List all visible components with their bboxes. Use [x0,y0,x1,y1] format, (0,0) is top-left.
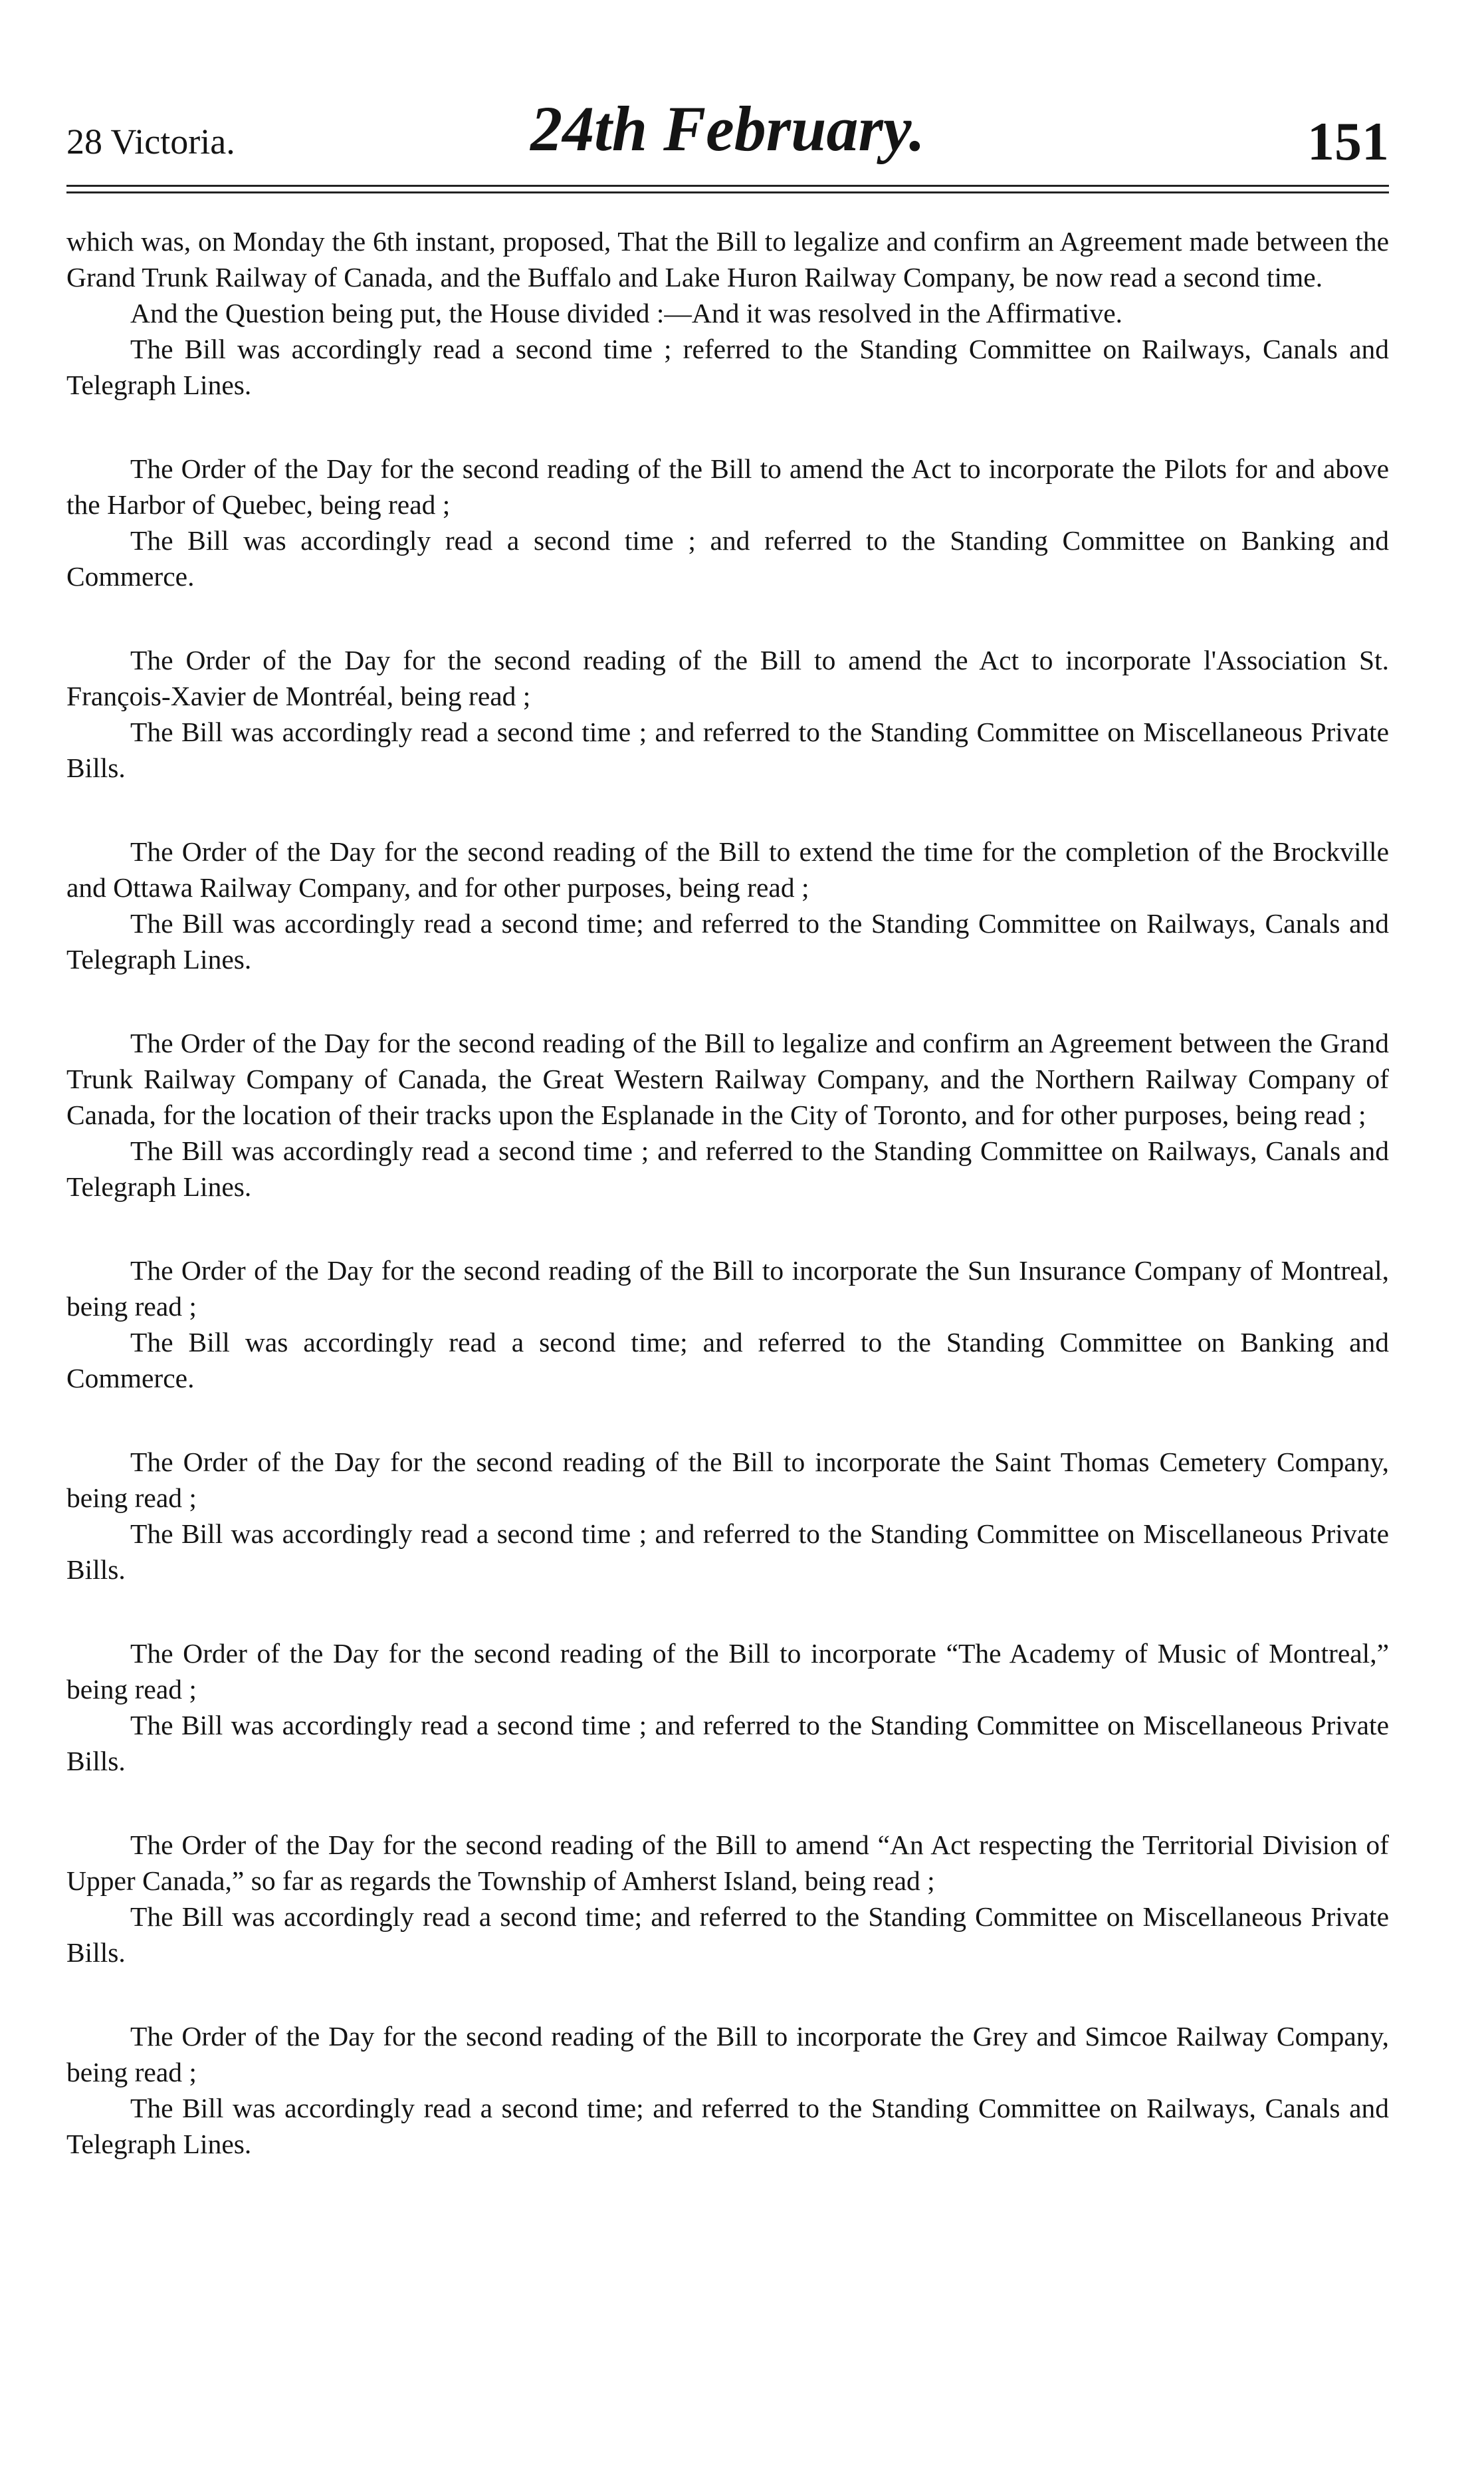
result-text: The Bill was accordingly read a second time ; and referred to the Standing Committee on Miscellaneous Private Bills. [66,717,1389,783]
division-result: And the Question being put, the House divided :—And it was resolved in the Affirmative. [130,298,1122,328]
result-text: The Bill was accordingly read a second time ; and referred to the Standing Committee on Railways, Canals and Telegraph Lines. [66,1135,1389,1202]
journal-page [66,86,1389,2162]
order-text: The Order of the Day for the second reading of the Bill to legalize and confirm an Agreement between the Grand Trunk Railway Company of Canada, the Great Western Railway Company, and the Northern Railway Company of Canada, for the location of their tracks upon the Esplanade in the City of Toronto, and for other purposes, being read ; [66,1028,1389,1130]
page-header [66,86,1389,173]
result-text: The Bill was accordingly read a second time ; and referred to the Standing Committee on Miscellaneous Private Bills. [66,1710,1389,1776]
order-entry [66,2018,1389,2162]
result-text: The Bill was accordingly read a second time ; and referred to the Standing Committee on Banking and Commerce. [66,525,1389,592]
order-text: The Order of the Day for the second reading of the Bill to incorporate “The Academy of Music of Montreal,” being read ; [66,1638,1389,1705]
regnal-year: 28 Victoria. [66,122,235,162]
order-entry [66,1635,1389,1779]
result-text: The Bill was accordingly read a second time; and referred to the Standing Committee on Miscellaneous Private Bills. [66,1901,1389,1968]
result-text: The Bill was accordingly read a second time; and referred to the Standing Committee on Banking and Commerce. [66,1327,1389,1393]
result-text: The Bill was accordingly read a second time ; and referred to the Standing Committee on Miscellaneous Private Bills. [66,1518,1389,1585]
result-text: The Bill was accordingly read a second time; and referred to the Standing Committee on Railways, Canals and Telegraph Lines. [66,2093,1389,2159]
order-entry [66,642,1389,786]
order-entry [66,1252,1389,1396]
header-double-rule [66,182,1389,199]
order-text: The Order of the Day for the second reading of the Bill to incorporate the Sun Insurance Company of Montreal, being read ; [66,1255,1389,1322]
order-text: The Order of the Day for the second reading of the Bill to amend the Act to incorporate l'Association St. François-Xavier de Montréal, being read ; [66,645,1389,711]
referral-result: The Bill was accordingly read a second time ; referred to the Standing Committee on Railways, Canals and Telegraph Lines. [66,334,1389,400]
journal-body [66,223,1389,2162]
order-text: The Order of the Day for the second reading of the Bill to incorporate the Saint Thomas Cemetery Company, being read ; [66,1447,1389,1513]
page-number: 151 [1307,111,1389,172]
page-date-title: 24th February. [530,93,925,164]
order-text: The Order of the Day for the second reading of the Bill to extend the time for the completion of the Brockville and Ottawa Railway Company, and for other purposes, being read ; [66,836,1389,903]
continued-entry [66,223,1389,403]
order-entry [66,834,1389,977]
order-entry [66,1827,1389,1970]
order-text: The Order of the Day for the second reading of the Bill to amend “An Act respecting the Territorial Division of Upper Canada,” so far as regards the Township of Amherst Island, being read ; [66,1829,1389,1896]
result-text: The Bill was accordingly read a second time; and referred to the Standing Committee on Railways, Canals and Telegraph Lines. [66,908,1389,975]
order-entry [66,1025,1389,1205]
order-entry [66,451,1389,594]
continued-motion-text: which was, on Monday the 6th instant, proposed, That the Bill to legalize and confirm an Agreement made between the Grand Trunk Railway of Canada, and the Buffalo and Lake Huron Railway Company, be now read a second time. [66,226,1389,293]
order-entry [66,1444,1389,1588]
order-text: The Order of the Day for the second reading of the Bill to incorporate the Grey and Simcoe Railway Company, being read ; [66,2021,1389,2087]
order-text: The Order of the Day for the second reading of the Bill to amend the Act to incorporate the Pilots for and above the Harbor of Quebec, being read ; [66,453,1389,520]
